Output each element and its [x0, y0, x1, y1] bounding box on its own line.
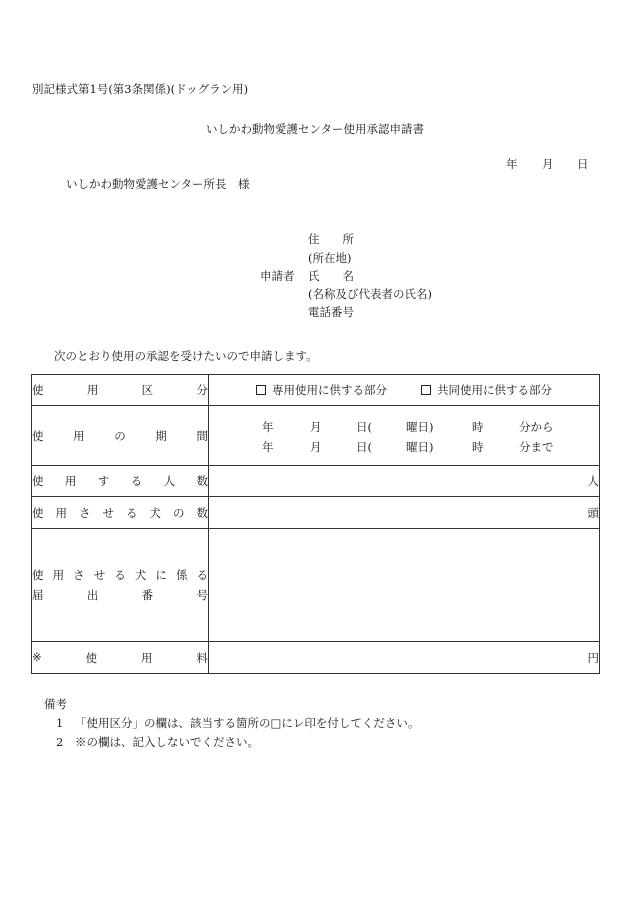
number-of-dogs-field[interactable]	[209, 497, 600, 529]
date-year-label: 年	[506, 157, 518, 171]
applicant-location-label: (所在地)	[308, 251, 352, 265]
intro-text: 次のとおり使用の承認を受けたいので申請します。	[54, 349, 318, 363]
dogs-unit: 頭	[587, 505, 599, 520]
usage-fee-label: ※ 使 用 料	[32, 642, 209, 674]
date-month-label: 月	[542, 157, 554, 171]
period-start-line: 年 月 日( 曜日) 時 分から	[262, 419, 554, 434]
applicant-name-label: 氏 名	[308, 269, 354, 283]
applicant-label: 申請者	[260, 269, 295, 283]
exclusive-use-checkbox[interactable]	[256, 385, 266, 395]
applicant-phone-label: 電話番号	[308, 305, 354, 319]
exclusive-use-option[interactable]: 専用使用に供する部分	[256, 382, 387, 398]
dog-registration-field[interactable]	[209, 529, 600, 642]
number-of-dogs-row	[32, 497, 600, 529]
usage-category-options	[209, 375, 600, 406]
applicant-address-label: 住 所	[308, 232, 354, 246]
usage-fee-field	[209, 642, 600, 674]
document-title: いしかわ動物愛護センター使用承認申請書	[205, 122, 425, 136]
number-of-people-field[interactable]	[209, 466, 600, 497]
period-end-line: 年 月 日( 曜日) 時 分まで	[262, 439, 554, 454]
dog-registration-label: 使 用 さ せ る 犬 に 係 る 届 出 番 号	[32, 529, 209, 642]
number-of-people-label: 使 用 す る 人 数	[32, 466, 209, 497]
note-item: 1 「使用区分」の欄は、該当する箇所の□にレ印を付してください。	[56, 716, 420, 730]
note-item: 2 ※の欄は、記入しないでください。	[56, 735, 259, 749]
applicant-representative-label: (名称及び代表者の氏名)	[308, 287, 432, 301]
usage-category-row	[32, 375, 600, 406]
date-day-label: 日	[577, 157, 589, 171]
fee-unit: 円	[587, 650, 599, 665]
people-unit: 人	[587, 474, 599, 488]
dog-registration-row	[32, 529, 600, 642]
number-of-people-row	[32, 466, 600, 497]
addressee: いしかわ動物愛護センター所長 様	[66, 177, 250, 191]
usage-category-label: 使 用 区 分	[32, 375, 209, 406]
usage-period-label: 使 用 の 期 間	[32, 406, 209, 466]
usage-period-row	[32, 406, 600, 466]
application-form-table	[31, 374, 600, 674]
usage-fee-row	[32, 642, 600, 674]
shared-use-option[interactable]: 共同使用に供する部分	[421, 382, 552, 398]
form-number: 別記様式第1号(第3条関係)(ドッグラン用)	[32, 82, 249, 96]
usage-period-field[interactable]	[209, 406, 600, 466]
notes-heading: 備考	[44, 697, 67, 711]
shared-use-checkbox[interactable]	[421, 385, 431, 395]
number-of-dogs-label: 使 用 さ せ る 犬 の 数	[32, 497, 209, 529]
